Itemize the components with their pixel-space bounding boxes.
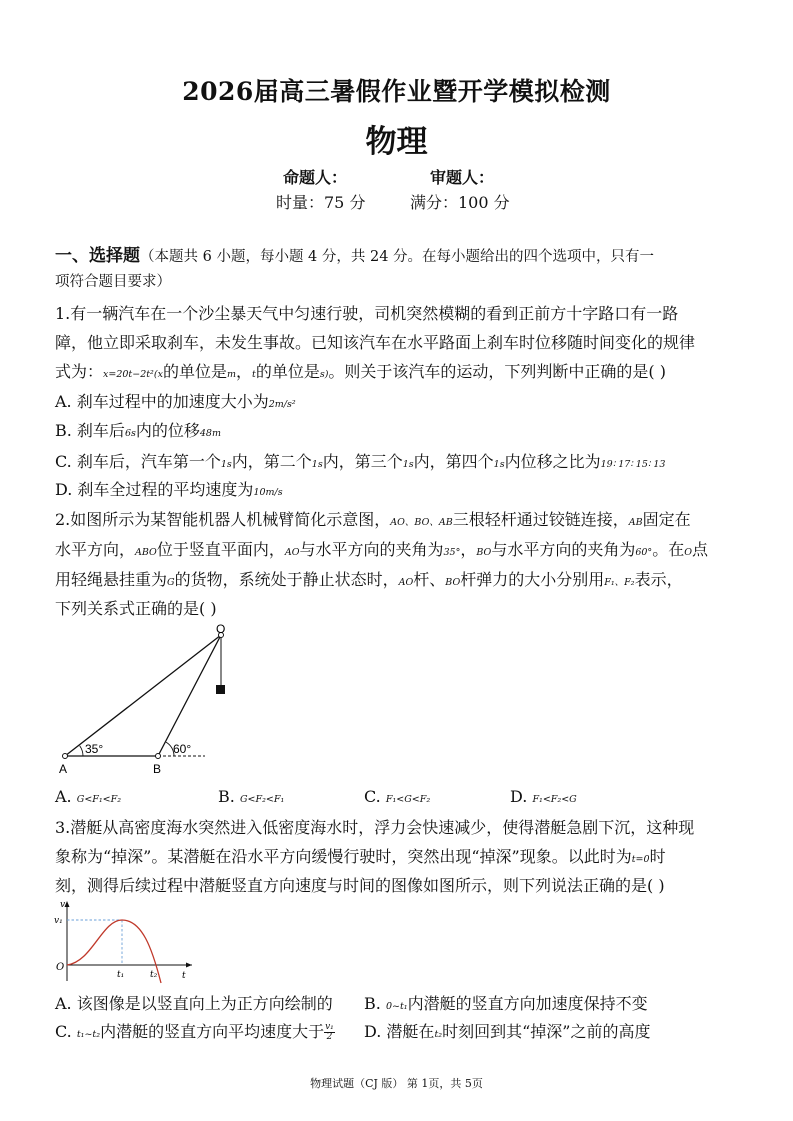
q2-optC-value: F₁<G<F₂ — [385, 794, 431, 805]
label-t2: t₂ — [150, 970, 158, 980]
q1-optC-t4: 内，第四个 — [413, 452, 494, 471]
q3-l2a: 象称为“掉深”。某潜艇在沿水平方向缓慢行驶时，突然出现“掉深”现象。以此时为 — [55, 847, 632, 866]
q2-line-3 — [55, 567, 683, 590]
q3-line-1: 3.潜艇从高密度海水突然进入低密度海水时，浮力会快速减少，使得潜艇急剧下沉，这种现 — [55, 818, 695, 837]
q1-optB-text: B. 刹车后 — [55, 421, 125, 440]
cargo-weight — [216, 685, 225, 694]
q3-optD-label: D. 潜艇在 — [364, 1022, 435, 1041]
q3-optC-text: 内潜艇的竖直方向平均速度大于 — [100, 1022, 325, 1041]
q2-l1s2: AB — [628, 517, 643, 528]
q1-optA-value: 2m/s² — [268, 399, 296, 410]
q1-option-d[interactable] — [55, 477, 283, 500]
q1-optB-v1: 6s — [124, 428, 136, 439]
q3-l2s: t=0 — [631, 854, 650, 865]
q1-optC-u1: 1s — [220, 459, 232, 470]
q2-l3d: 杆弹力的大小分别用 — [460, 570, 605, 589]
q2-l2s6: O — [684, 547, 692, 558]
setter-label: 命题人： — [283, 168, 348, 187]
q1-l3d: 的单位是 — [255, 362, 320, 381]
section-heading: 一、选择题 — [55, 246, 140, 266]
label-origin: O — [56, 962, 65, 973]
q1-optC-u3: 1s — [402, 459, 414, 470]
label-o: O — [216, 622, 226, 636]
time-label: 时量：75 分 — [276, 193, 366, 212]
q3-line-2 — [55, 844, 666, 867]
q1-optC-t2: 内，第二个 — [231, 452, 312, 471]
reviewer-label: 审题人： — [430, 168, 495, 187]
q3-option-d[interactable] — [364, 1019, 650, 1042]
q1-optC-t5: 内位移之比为 — [504, 452, 601, 471]
q3-optD-text: 时刻回到其“掉深”之前的高度 — [442, 1022, 651, 1041]
t-axis-arrow — [186, 963, 192, 968]
q2-optD-value: F₁<F₂<G — [532, 794, 577, 805]
score-label: 满分：100 分 — [410, 193, 510, 212]
q1-optC-t3: 内，第三个 — [322, 452, 403, 471]
q3-optC-label: C. — [55, 1022, 77, 1041]
q2-l1c: 固定在 — [642, 510, 691, 529]
angle-arc-a — [80, 746, 83, 756]
q1-formula: x=20t−2t²(x — [103, 369, 163, 380]
q2-option-b[interactable] — [218, 787, 284, 806]
q1-l3e: 。则关于该汽车的运动，下列判断中正确的是( ) — [328, 362, 666, 381]
q2-l2s5: 60° — [635, 547, 653, 558]
q2-l3s1: G — [167, 577, 175, 588]
q2-l1a: 2.如图所示为某智能机器人机械臂简化示意图， — [55, 510, 391, 529]
section-desc-1: （本题共 6 小题，每小题 4 分，共 24 分。在每小题给出的四个选项中，只有一 — [140, 249, 655, 265]
q3-optB-sym: 0~t₁ — [385, 1001, 408, 1012]
q2-l2d: ， — [460, 540, 477, 559]
q2-l3e: 表示， — [634, 570, 683, 589]
q2-option-a[interactable] — [55, 787, 121, 806]
q2-l3s4: F₁、F₂ — [604, 577, 635, 588]
section-desc-2: 项符合题目要求） — [55, 274, 171, 290]
label-angle-a: 35° — [85, 742, 104, 756]
frac-den: 2 — [326, 1032, 333, 1042]
subject-title: 物理 — [365, 124, 428, 160]
q2-line-2 — [55, 537, 708, 560]
q3-optC-sym: t₁~t₂ — [76, 1029, 101, 1040]
q2-l3s3: BO — [445, 577, 461, 588]
q1-unit-t: t — [251, 369, 256, 380]
q2-l2b: 位于竖直平面内， — [156, 540, 285, 559]
exam-title: 2026届高三暑假作业暨开学模拟检测 — [182, 77, 611, 106]
q2-l3c: 杆、 — [413, 570, 446, 589]
q1-optC-u2: 1s — [311, 459, 323, 470]
q1-option-c[interactable] — [55, 449, 665, 472]
q3-optD-sym: t₂ — [434, 1029, 443, 1040]
q3-optC-fraction — [324, 1023, 335, 1042]
q1-line-1: 1.有一辆汽车在一个沙尘暴天气中匀速行驶，司机突然模糊的看到正前方十字路口有一路 — [55, 304, 679, 323]
q1-optC-t1: C. 刹车后，汽车第一个 — [55, 452, 221, 471]
rod-bo — [158, 635, 221, 756]
q1-option-a[interactable] — [55, 389, 296, 412]
q2-l2s2: AO — [284, 547, 300, 558]
q3-optB-text: 内潜艇的竖直方向加速度保持不变 — [407, 994, 648, 1013]
q3-figure-vt-graph — [52, 898, 202, 986]
q2-line-1 — [55, 507, 691, 530]
q3-l2b: 时 — [649, 847, 666, 866]
q2-l2e: 与水平方向的夹角为 — [491, 540, 636, 559]
label-t1: t₁ — [117, 970, 125, 980]
q2-optA-label: A. — [55, 787, 72, 806]
q1-optB-text2: 内的位移 — [135, 421, 200, 440]
q1-line-2: 障，他立即采取刹车，未发生事故。已知该汽车在水平路面上刹车时位移随时间变化的规律 — [55, 333, 696, 352]
q2-line-4: 下列关系式正确的是( ) — [55, 599, 217, 618]
q2-optB-value: G<F₂<F₁ — [239, 794, 285, 805]
q1-l3b: 的单位是 — [162, 362, 227, 381]
q3-line-3: 刻，测得后续过程中潜艇竖直方向速度与时间的图像如图所示，则下列说法正确的是( ) — [55, 876, 665, 895]
label-v: v — [60, 900, 66, 910]
q1-optC-ratio: 19∶ 17∶ 15∶ 13 — [600, 459, 666, 470]
q2-l2s3: 35° — [443, 547, 461, 558]
q3-option-a[interactable]: A. 该图像是以竖直向上为正方向绘制的 — [55, 994, 333, 1013]
q2-l3b: 的货物，系统处于静止状态时， — [174, 570, 399, 589]
q2-optB-label: B. — [218, 787, 235, 806]
q2-l2c: 与水平方向的夹角为 — [299, 540, 444, 559]
q2-l3s2: AO — [398, 577, 414, 588]
q2-figure-robot-arm — [50, 622, 250, 782]
label-t: t — [182, 971, 186, 981]
hinge-b — [156, 754, 161, 759]
q1-line-3 — [55, 359, 666, 382]
q3-option-b[interactable] — [364, 991, 648, 1014]
label-a: A — [59, 762, 68, 776]
rod-ao — [65, 635, 221, 756]
q2-optC-label: C. — [364, 787, 381, 806]
label-b: B — [153, 762, 162, 776]
q1-optD-text: D. 刹车全过程的平均速度为 — [55, 480, 254, 499]
q2-l2f: 。在 — [652, 540, 685, 559]
q2-l1s1: AO、BO、AB — [390, 517, 453, 528]
q2-l2a: 水平方向， — [55, 540, 136, 559]
q2-option-c[interactable] — [364, 787, 430, 806]
q1-unit-m: m — [226, 369, 236, 380]
q2-l2g: 点 — [692, 540, 709, 559]
q1-l3c: ， — [235, 362, 252, 381]
page-footer: 物理试题（CJ 版） 第 1页，共 5页 — [310, 1077, 483, 1090]
q1-unit-s: s) — [319, 369, 329, 380]
q1-l3a: 式为： — [55, 362, 104, 381]
q1-optD-value: 10m/s — [253, 487, 283, 498]
v-axis-arrow — [65, 901, 70, 907]
hinge-a — [63, 754, 68, 759]
frac-num: v₁ — [325, 1022, 334, 1032]
q1-optC-u4: 1s — [493, 459, 505, 470]
q2-l2s4: BO — [476, 547, 492, 558]
q1-option-b[interactable] — [55, 418, 221, 441]
label-v1: v₁ — [54, 916, 63, 926]
q2-optD-label: D. — [510, 787, 528, 806]
q1-optB-v2: 48m — [199, 428, 221, 439]
q2-optA-value: G<F₁<F₂ — [76, 794, 122, 805]
q2-option-d[interactable] — [510, 787, 577, 806]
vt-curve — [67, 920, 161, 983]
section-heading-line — [55, 241, 654, 266]
q2-l2s1: ABO — [135, 547, 157, 558]
q3-option-c[interactable] — [55, 1019, 335, 1042]
q1-optA-text: A. 刹车过程中的加速度大小为 — [55, 392, 269, 411]
label-angle-b: 60° — [173, 742, 192, 756]
q2-l3a: 用轻绳悬挂重为 — [55, 570, 168, 589]
q2-l1b: 三根轻杆通过铰链连接， — [452, 510, 629, 529]
q3-optB-label: B. — [364, 994, 386, 1013]
